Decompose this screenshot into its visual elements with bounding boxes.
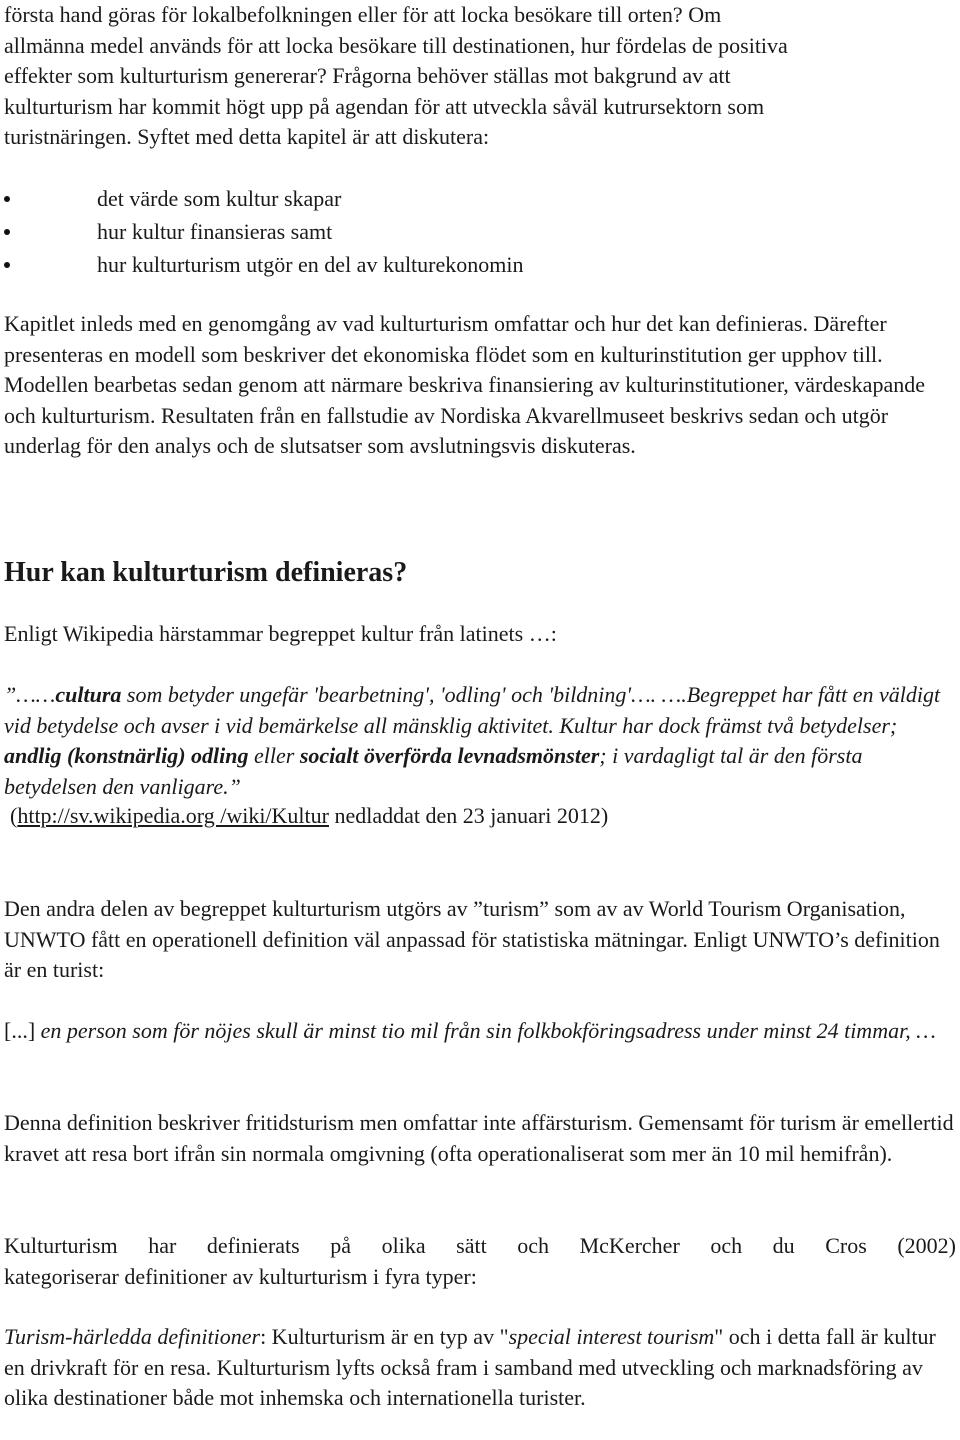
quote-text-1: som betyder ungefär 'bearbetning', 'odling' och 'bildning'…. ….Begreppet har fått en väldigt vid betydelse och avser i vid bemärkelse all mänsklig aktivitet. Kultur har dock främst två betydelser; — [4, 682, 941, 738]
unwto-quote-text: en person som för nöjes skull är minst tio mil från sin folkbokföringsadress under minst 24 timmar, … — [35, 1018, 936, 1043]
intro-line-5: turistnäringen. Syftet med detta kapitel är att diskutera: — [4, 124, 490, 149]
intro-paragraph — [4, 0, 956, 153]
quote-term-cultura: cultura — [55, 682, 122, 707]
wikipedia-source — [10, 801, 960, 832]
source-open: ( — [10, 803, 18, 828]
bullet-text: hur kultur finansieras samt — [97, 219, 333, 244]
wikipedia-quote — [4, 680, 956, 802]
unwto-paragraph: Den andra delen av begreppet kulturturism utgörs av ”turism” som av av World Tourism Organisation, UNWTO fått en operationell definition väl anpassad för statistiska mätningar. Enligt UNWTO’s definition är en turist: — [4, 896, 940, 982]
quote-open: ”…… — [4, 682, 56, 707]
mckercher-line-1: Kulturturism har definierats på olika sätt och McKercher och du Cros (2002) — [4, 1233, 956, 1258]
bullet-text: hur kulturturism utgör en del av kulturekonomin — [97, 252, 524, 277]
purpose-bullet-list — [4, 182, 904, 281]
bullet-icon — [4, 229, 10, 235]
list-item — [4, 215, 904, 248]
definition-text-2: " och i detta fall är kultur en drivkraft för en resa. Kulturturism lyfts också fram i samband med utveckling och marknadsföring av olika destinationer både mot inhemska och internationella turister. — [4, 1324, 936, 1410]
bullet-icon — [4, 196, 10, 202]
definition-term: Turism-härledda definitioner — [4, 1324, 261, 1349]
intro-line-2: allmänna medel används för att locka besökare till destinationen, hur fördelas de positiva — [4, 32, 788, 58]
tourism-derived-definitions — [4, 1322, 956, 1414]
unwto-quote — [4, 1016, 956, 1047]
definition-text-1: : Kulturturism är en typ av " — [260, 1324, 509, 1349]
list-item — [4, 182, 904, 215]
intro-line-4: kulturturism har kommit högt upp på agendan för att utveckla såväl kutrursektorn som — [4, 93, 765, 119]
section-heading: Hur kan kulturturism definieras? — [4, 557, 408, 588]
quote-bracket: [...] — [4, 1018, 36, 1043]
wikipedia-intro: Enligt Wikipedia härstammar begreppet kultur från latinets …: — [4, 621, 557, 646]
source-date: nedladdat den 23 januari 2012) — [328, 803, 609, 828]
mckercher-paragraph — [4, 1231, 956, 1292]
bullet-icon — [4, 262, 10, 268]
bullet-text: det värde som kultur skapar — [97, 186, 342, 211]
quote-bold-1: andlig (konstnärlig) odling — [4, 743, 249, 768]
list-item — [4, 248, 904, 281]
definition-paragraph: Denna definition beskriver fritidsturism men omfattar inte affärsturism. Gemensamt för turism är emellertid kravet att resa bort ifrån sin normala omgivning (ofta operationaliserat som mer än 10 mil hemifrån). — [4, 1110, 954, 1166]
intro-line-1: första hand göras för lokalbefolkningen eller för att locka besökare till orten? Om — [4, 2, 722, 27]
special-interest-term: special interest tourism — [508, 1324, 715, 1349]
quote-text-mid: eller — [248, 743, 300, 768]
intro-line-3: effekter som kulturturism genererar? Frågorna behöver ställas mot bakgrund av att — [4, 63, 731, 88]
quote-text-2: ; i vardagligt tal är den första betydelsen den vanligare.” — [4, 743, 863, 799]
mckercher-line-2: kategoriserar definitioner av kulturturism i fyra typer: — [4, 1263, 477, 1289]
quote-bold-2: socialt överförda levnadsmönster — [299, 743, 600, 768]
chapter-intro-paragraph: Kapitlet inleds med en genomgång av vad kulturturism omfattar och hur det kan definieras. Därefter presenteras en modell som beskriver det ekonomiska flödet som en kulturinstitution ger upphov till. Modellen bearbetas sedan genom att närmare beskriva finansiering av kulturinstitutioner, värdeskapande och kulturturism. Resultaten från en fallstudie av Nordiska Akvarellmuseet beskrivs sedan och utgör underlag för den analys och de slutsatser som avslutningsvis diskuteras. — [4, 311, 925, 458]
wikipedia-link[interactable]: http://sv.wikipedia.org /wiki/Kultur — [17, 803, 329, 828]
